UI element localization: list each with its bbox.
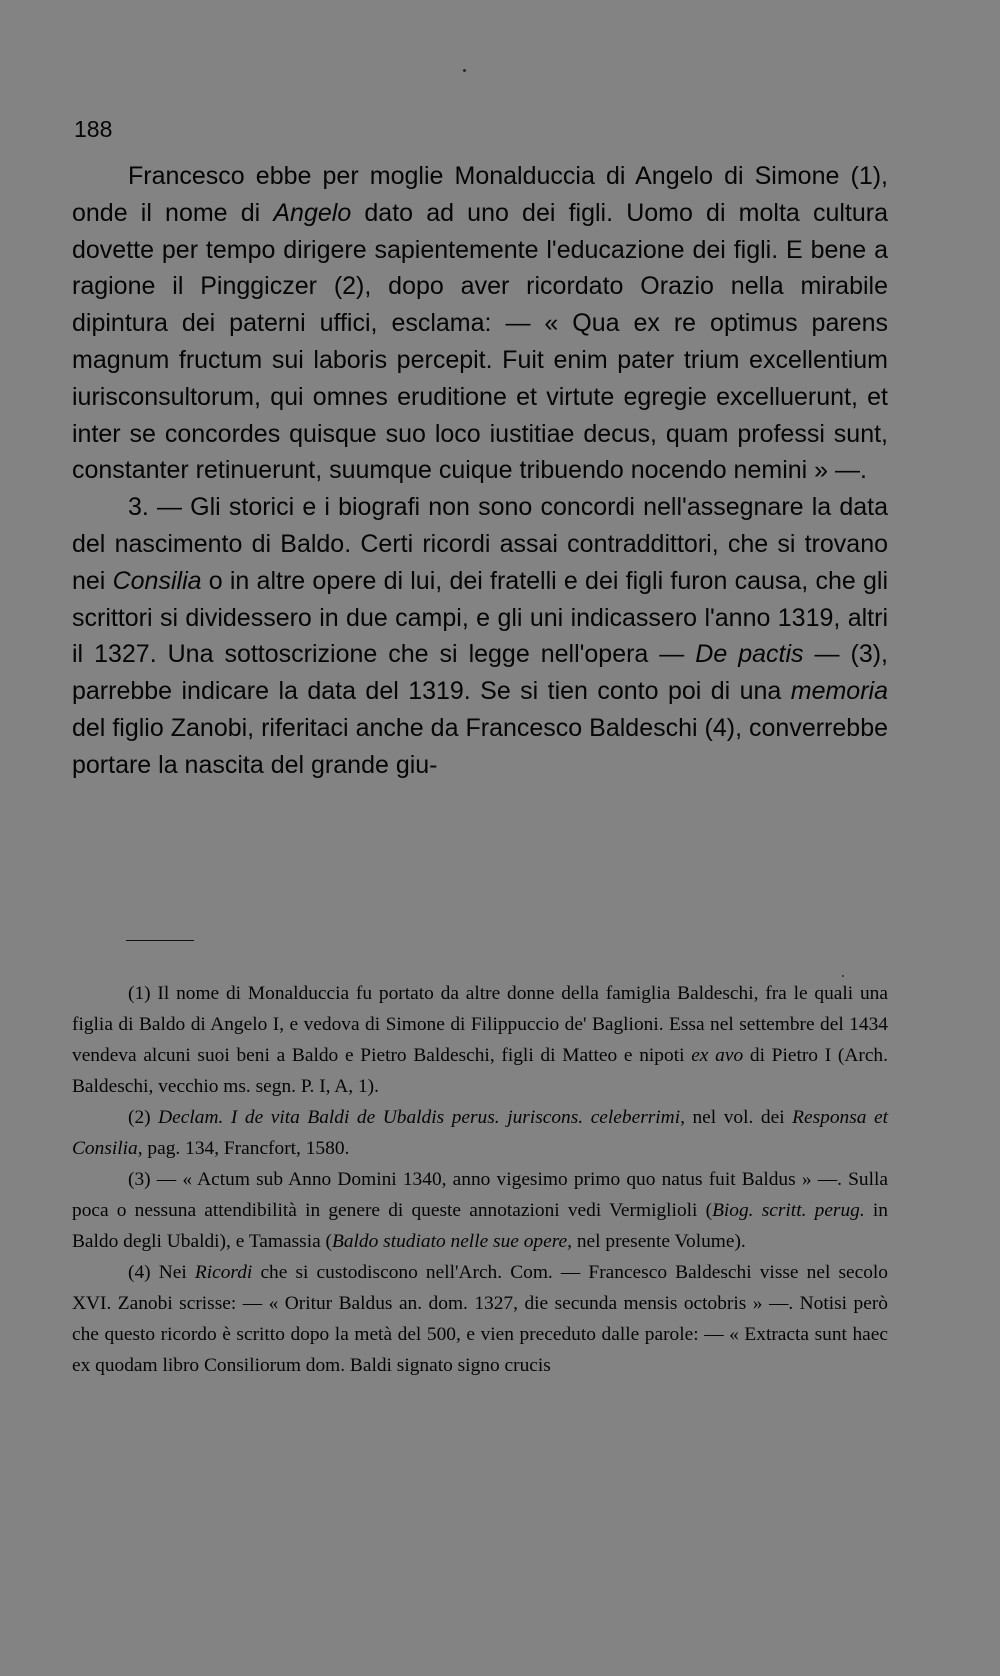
- italic-text-run: Declam. I de vita Baldi de Ubaldis perus. juriscons. celeberrimi,: [158, 1107, 685, 1128]
- text-run: — (3), parrebbe indicare la data del 1319. Se si tien conto poi di una: [72, 640, 888, 706]
- italic-text-run: De pactis: [695, 640, 804, 669]
- text-run: (4) Nei: [128, 1262, 195, 1283]
- text-run: del figlio Zanobi, riferitaci anche da Francesco Baldeschi (4), converrebbe portare la nascita del grande giu-: [72, 713, 888, 779]
- italic-text-run: ex avo: [691, 1045, 744, 1066]
- text-run: o in altre opere di lui, dei fratelli e dei figli furon causa, che gli scrittori si dividessero in due campi, e gli uni indicassero l'anno 1319, altri il 1327. Una sottoscrizione che si legge nell'opera —: [72, 566, 889, 669]
- italic-text-run: Baldo studiato nelle sue opere,: [332, 1231, 573, 1252]
- text-run: di Pietro I (Arch. Baldeschi, vecchio ms. segn. P. I, A, 1).: [72, 1045, 888, 1097]
- footnotes: [72, 978, 888, 1381]
- text-run: in Baldo degli Ubaldi), e Tamassia (: [72, 1200, 888, 1252]
- text-run: nel vol. dei: [684, 1107, 793, 1128]
- italic-text-run: Consilia: [112, 566, 202, 595]
- italic-text-run: memoria: [790, 677, 888, 706]
- footnote-1: [72, 978, 888, 1102]
- italic-text-run: Responsa et Consilia,: [72, 1107, 889, 1159]
- footnote-4: [72, 1257, 888, 1381]
- footnote-separator: [126, 940, 194, 941]
- scan-speck: [463, 69, 466, 72]
- text-run: Francesco ebbe per moglie Monalduccia di Angelo di Simone (1), onde il nome di: [72, 162, 888, 227]
- text-run: dato ad uno dei figli. Uomo di molta cultura dovette per tempo dirigere sapientemente l'educazione dei figli. E bene a ragione il Pinggiczer (2), dopo aver ricordato Orazio nella mirabile dipintura dei paterni uffici, esclama: — « Qua ex re optimus parens magnum fructum sui laboris percepit. Fuit enim pater trium excellentium iurisconsultorum, qui omnes eruditione et virtute egregie excelluerunt, et inter se concordes quisque suo loco iustitiae decus, quam professi sunt, constanter retinuerunt, suumque cuique tribuendo nocendo nemini » —.: [72, 198, 888, 485]
- italic-text-run: Ricordi: [194, 1262, 253, 1283]
- text-run: pag. 134, Francfort, 1580.: [142, 1138, 350, 1159]
- scan-speck: [842, 975, 844, 977]
- body-paragraph-2: [72, 489, 888, 783]
- body-paragraph-1: [72, 158, 888, 489]
- italic-text-run: Biog. scritt. perug.: [712, 1200, 865, 1221]
- body-text: [72, 158, 888, 784]
- footnote-2: [72, 1102, 888, 1164]
- footnote-3: [72, 1164, 888, 1257]
- text-run: (3) — « Actum sub Anno Domini 1340, anno vigesimo primo quo natus fuit Baldus » —. Sulla poca o nessuna attendibilità in genere di queste annotazioni vedi Vermiglioli (: [72, 1169, 888, 1221]
- text-run: 3. — Gli storici e i biografi non sono concordi nell'assegnare la data del nascimento di Baldo. Certi ricordi assai contraddittori, che si trovano nei: [72, 493, 888, 595]
- text-run: (2): [128, 1107, 159, 1128]
- text-run: che si custodiscono nell'Arch. Com. — Francesco Baldeschi visse nel secolo XVI. Zanobi scrisse: — « Oritur Baldus an. dom. 1327, die secunda mensis octobris » —. Notisi però che questo ricordo è scritto dopo la metà del 500, e vien preceduto dalle parole: — « Extracta sunt haec ex quodam libro Consiliorum dom. Baldi signato signo crucis: [72, 1262, 888, 1376]
- text-run: (1) Il nome di Monalduccia fu portato da altre donne della famiglia Baldeschi, fra le quali una figlia di Baldo di Angelo I, e vedova di Simone di Filippuccio de' Baglioni. Essa nel settembre del 1434 vendeva alcuni suoi beni a Baldo e Pietro Baldeschi, figli di Matteo e nipoti: [72, 983, 888, 1066]
- italic-text-run: Angelo: [273, 198, 352, 227]
- page-number: 188: [74, 116, 113, 142]
- text-run: nel presente Volume).: [572, 1231, 746, 1252]
